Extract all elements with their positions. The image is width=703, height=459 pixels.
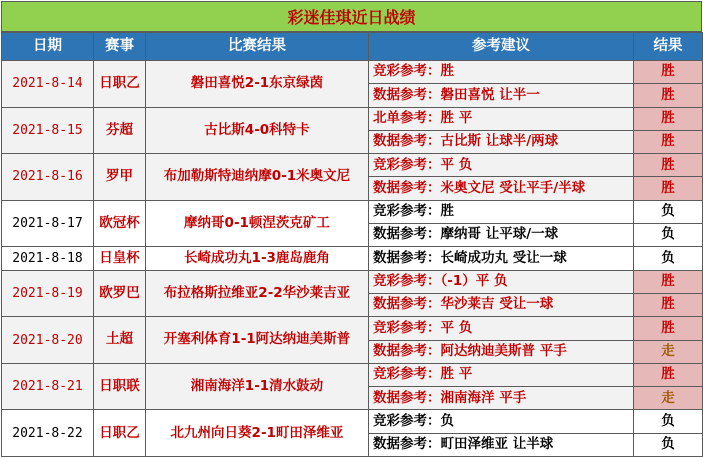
table-row [2,247,703,270]
cell-result: 胜 [634,107,703,130]
cell-result: 胜 [634,317,703,340]
cell-result: 胜 [634,177,703,200]
cell-result: 负 [634,433,703,456]
cell-date: 2021-8-19 [2,270,94,317]
cell-result: 胜 [634,363,703,386]
header-result: 结果 [634,33,703,61]
table-row [2,363,703,386]
cell-match: 湘南海洋1-1清水鼓动 [146,363,369,410]
cell-advice: 竞彩参考：平 负 [369,317,634,340]
cell-advice: 数据参考：米奥文尼 受让平手/半球 [369,177,634,200]
cell-league: 芬超 [94,107,146,154]
cell-advice: 数据参考：摩纳哥 让平球/一球 [369,224,634,247]
cell-date: 2021-8-14 [2,61,94,108]
cell-league: 日职联 [94,363,146,410]
table-row [2,200,703,223]
table-row [2,317,703,340]
cell-date: 2021-8-22 [2,410,94,457]
cell-result: 负 [634,200,703,223]
cell-match: 开塞利体育1-1阿达纳迪美斯普 [146,317,369,364]
cell-league: 日皇杯 [94,247,146,270]
table-row [2,270,703,293]
cell-result: 走 [634,387,703,410]
record-table [1,32,703,457]
cell-result: 负 [634,410,703,433]
cell-result: 胜 [634,293,703,316]
header-advice: 参考建议 [369,33,634,61]
cell-match: 古比斯4-0科特卡 [146,107,369,154]
cell-advice: 数据参考：古比斯 让球半/两球 [369,130,634,153]
cell-date: 2021-8-17 [2,200,94,247]
cell-date: 2021-8-16 [2,154,94,201]
cell-match: 北九州向日葵2-1町田泽维亚 [146,410,369,457]
cell-advice: 数据参考：华沙莱吉 受让一球 [369,293,634,316]
cell-advice: 竞彩参考：胜 平 [369,363,634,386]
cell-advice: 竞彩参考：负 [369,410,634,433]
cell-advice: 数据参考：阿达纳迪美斯普 平手 [369,340,634,363]
cell-result: 胜 [634,130,703,153]
cell-result: 走 [634,340,703,363]
cell-result: 胜 [634,84,703,107]
header-league: 赛事 [94,33,146,61]
cell-result: 负 [634,247,703,270]
cell-match: 摩纳哥0-1顿涅茨克矿工 [146,200,369,247]
cell-advice: 竞彩参考：（-1）平 负 [369,270,634,293]
cell-result: 胜 [634,270,703,293]
table-row [2,154,703,177]
cell-advice: 竞彩参考：胜 [369,200,634,223]
cell-date: 2021-8-21 [2,363,94,410]
cell-match: 长崎成功丸1-3鹿岛鹿角 [146,247,369,270]
header-row [2,33,703,61]
cell-match: 磐田喜悦2-1东京绿茵 [146,61,369,108]
cell-advice: 北单参考：胜 平 [369,107,634,130]
cell-advice: 数据参考：湘南海洋 平手 [369,387,634,410]
cell-date: 2021-8-18 [2,247,94,270]
header-date: 日期 [2,33,94,61]
table-row [2,410,703,433]
cell-result: 胜 [634,61,703,84]
cell-advice: 数据参考：长崎成功丸 受让一球 [369,247,634,270]
cell-date: 2021-8-20 [2,317,94,364]
cell-date: 2021-8-15 [2,107,94,154]
table-row [2,61,703,84]
cell-league: 欧罗巴 [94,270,146,317]
cell-advice: 数据参考：磐田喜悦 让半一 [369,84,634,107]
cell-advice: 数据参考：町田泽维亚 让半球 [369,433,634,456]
cell-match: 布拉格斯拉维亚2-2华沙莱吉亚 [146,270,369,317]
record-table-container [1,1,702,457]
table-title: 彩迷佳琪近日战绩 [1,1,702,32]
cell-result: 胜 [634,154,703,177]
cell-result: 负 [634,224,703,247]
table-body [2,61,703,457]
cell-match: 布加勒斯特迪纳摩0-1米奥文尼 [146,154,369,201]
header-match: 比赛结果 [146,33,369,61]
cell-league: 日职乙 [94,410,146,457]
cell-league: 日职乙 [94,61,146,108]
cell-league: 罗甲 [94,154,146,201]
cell-league: 欧冠杯 [94,200,146,247]
cell-advice: 竞彩参考：胜 [369,61,634,84]
cell-advice: 竞彩参考：平 负 [369,154,634,177]
cell-league: 土超 [94,317,146,364]
table-row [2,107,703,130]
